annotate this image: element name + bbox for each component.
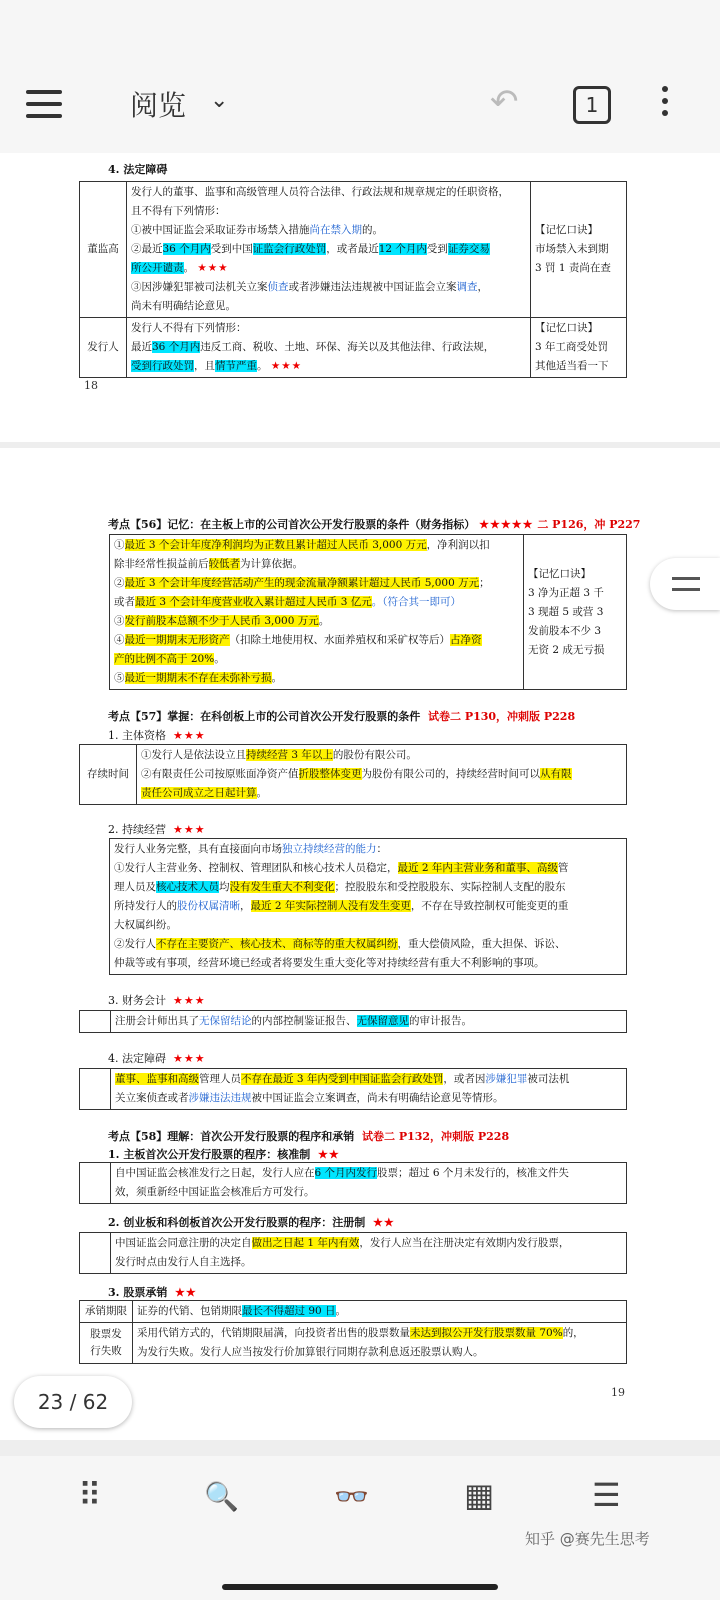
topic-heading-56: 考点【56】记忆：在主板上市的公司首次公开发行股票的条件（财务指标） ★★★★★ 二 P126，冲 P227	[108, 518, 641, 531]
subsection-title: 4. 法定障碍 ★★★	[108, 1052, 206, 1065]
row-label: 董监高	[80, 182, 127, 318]
page-count-button[interactable]: 1	[573, 86, 611, 124]
section-title: 4. 法定障碍	[108, 163, 168, 176]
topic-heading-58: 考点【58】理解：首次公开发行股票的程序和承销 试卷二 P132，冲刺版 P228	[108, 1130, 510, 1143]
menu-icon[interactable]	[26, 90, 62, 118]
finance-accounting-table	[79, 1010, 627, 1033]
memo-cell: 【记忆口诀】 市场禁入未到期 3 罚 1 责尚在查	[531, 182, 627, 318]
subsection-title: 2. 创业板和科创板首次公开发行股票的程序：注册制 ★★	[108, 1216, 395, 1229]
legal-obstacles-table	[79, 181, 627, 378]
document-page-19	[0, 448, 720, 1440]
continuous-operation-table	[109, 838, 627, 975]
page-number: 18	[84, 379, 98, 392]
document-page-18	[0, 153, 720, 442]
subject-qualification-table	[79, 744, 627, 805]
grid-icon[interactable]: ⠿	[78, 1476, 102, 1514]
top-toolbar	[0, 0, 720, 153]
view-mode-title[interactable]: 阅览	[130, 89, 187, 122]
memo-cell: 【记忆口诀】 3 净为正超 3 千 3 现超 5 或营 3 发前股本不少 3 无资 2 成无亏损	[524, 535, 627, 690]
subsection-title: 1. 主体资格 ★★★	[108, 729, 206, 742]
approval-procedure-table	[79, 1162, 627, 1204]
row-content: 证券的代销、包销期限最长不得超过 90 日。	[133, 1301, 627, 1323]
row-content: 董事、监事和高级管理人员不存在最近 3 年内受到中国证监会行政处罚，或者因涉嫌犯罪被司法机 关立案侦查或者涉嫌违法违规被中国证监会立案调查，尚未有明确结论意见等情形。	[111, 1069, 627, 1110]
row-label: 发行人	[80, 318, 127, 378]
row-content: ①发行人是依法设立且持续经营 3 年以上的股份有限公司。 ②有限责任公司按原账面净资产值折股整体变更为股份有限公司的，持续经营时间可以从有限 责任公司成立之日起计算。	[137, 745, 627, 805]
row-label: 存续时间	[80, 745, 137, 805]
row-label: 股票发 行失败	[80, 1323, 133, 1364]
row-content: 发行人业务完整，具有直接面向市场独立持续经营的能力： ①发行人主营业务、控制权、管理团队和核心技术人员稳定，最近 2 年内主营业务和董事、高级管 理人员及核心技术人员均没有发生重大不利变化；控股股东和受控股股东、实际控制人支配的股东 所持发行人的股份权属清晰，最近 2 年实际控制人没有发生变更，不存在导致控制权可能变更的重 大权属纠纷。 ②发行人不存在主要资产、核心技术、商标等的重大权属纠纷，重大偿债风险，重大担保、诉讼、 仲裁等或有事项，经营环境已经或者将要发生重大变化等对持续经营有重大不利影响的事项。	[110, 839, 627, 975]
scroll-handle[interactable]	[650, 558, 720, 610]
row-content: 注册会计师出具了无保留结论的内部控制鉴证报告、无保留意见的审计报告。	[111, 1011, 627, 1033]
subsection-title: 1. 主板首次公开发行股票的程序：核准制 ★★	[108, 1148, 340, 1161]
row-content: 自中国证监会核准发行之日起，发行人应在6 个月内发行股票；超过 6 个月未发行的，核准文件失 效，须重新经中国证监会核准后方可发行。	[111, 1163, 627, 1204]
underwriting-table	[79, 1300, 627, 1364]
row-content: 采用代销方式的，代销期限届满，向投资者出售的股票数量未达到拟公开发行股票数量 70%的， 为发行失败。发行人应当按发行价加算银行同期存款利息返还股票认购人。	[133, 1323, 627, 1364]
page-number: 19	[611, 1386, 625, 1399]
more-options-icon[interactable]	[662, 86, 670, 122]
subsection-title: 2. 持续经营 ★★★	[108, 823, 206, 836]
subsection-title: 3. 财务会计 ★★★	[108, 994, 206, 1007]
page-indicator[interactable]: 23 / 62	[14, 1376, 132, 1428]
conditions-content: ①最近 3 个会计年度净利润均为正数且累计超过人民币 3,000 万元，净利润以扣 除非经常性损益前后较低者为计算依据。 ②最近 3 个会计年度经营活动产生的现金流量净额累计超过人民币 5,000 万元； 或者最近 3 个会计年度营业收入累计超过人民币 3 亿元。（符合其一即可） ③发行前股本总额不少于人民币 3,000 万元。 ④最近一期期末无形资产（扣除土地使用权、水面养殖权和采矿权等后）占净资 产的比例不高于 20%。 ⑤最近一期期末不存在未弥补亏损。	[110, 535, 524, 690]
row-content: 发行人不得有下列情形： 最近36 个月内违反工商、税收、土地、环保、海关以及其他法律、行政法规， 受到行政处罚，且情节严重。 ★★★	[127, 318, 531, 378]
bottom-toolbar	[0, 1456, 720, 1600]
registration-procedure-table	[79, 1232, 627, 1274]
home-indicator[interactable]	[222, 1584, 498, 1590]
list-icon[interactable]: ☰	[592, 1476, 621, 1514]
row-label: 承销期限	[80, 1301, 133, 1323]
subsection-title: 3. 股票承销 ★★	[108, 1286, 197, 1299]
chevron-down-icon[interactable]: ⌄	[210, 88, 229, 113]
search-icon[interactable]: 🔍	[204, 1480, 239, 1513]
row-content: 发行人的董事、监事和高级管理人员符合法律、行政法规和规章规定的任职资格， 且不得有下列情形： ①被中国证监会采取证券市场禁入措施尚在禁入期的。 ②最近36 个月内受到中国证监会行政处罚，或者最近12 个月内受到证券交易 所公开谴责。 ★★★ ③因涉嫌犯罪被司法机关立案侦查或者涉嫌违法违规被中国证监会立案调查， 尚未有明确结论意见。	[127, 182, 531, 318]
main-board-conditions-table	[109, 534, 627, 690]
legal-obstacles-table-2	[79, 1068, 627, 1110]
reading-glasses-icon[interactable]: 👓	[334, 1480, 369, 1513]
watermark: 知乎 @赛先生思考	[525, 1530, 650, 1548]
memo-cell: 【记忆口诀】 3 年工商受处罚 其他适当看一下	[531, 318, 627, 378]
undo-icon[interactable]: ↶	[490, 82, 519, 122]
apps-icon[interactable]: ▦	[464, 1476, 495, 1514]
topic-heading-57: 考点【57】掌握：在科创板上市的公司首次公开发行股票的条件 试卷二 P130，冲刺版 P228	[108, 710, 576, 723]
row-content: 中国证监会同意注册的决定自做出之日起 1 年内有效，发行人应当在注册决定有效期内发行股票， 发行时点由发行人自主选择。	[111, 1233, 627, 1274]
